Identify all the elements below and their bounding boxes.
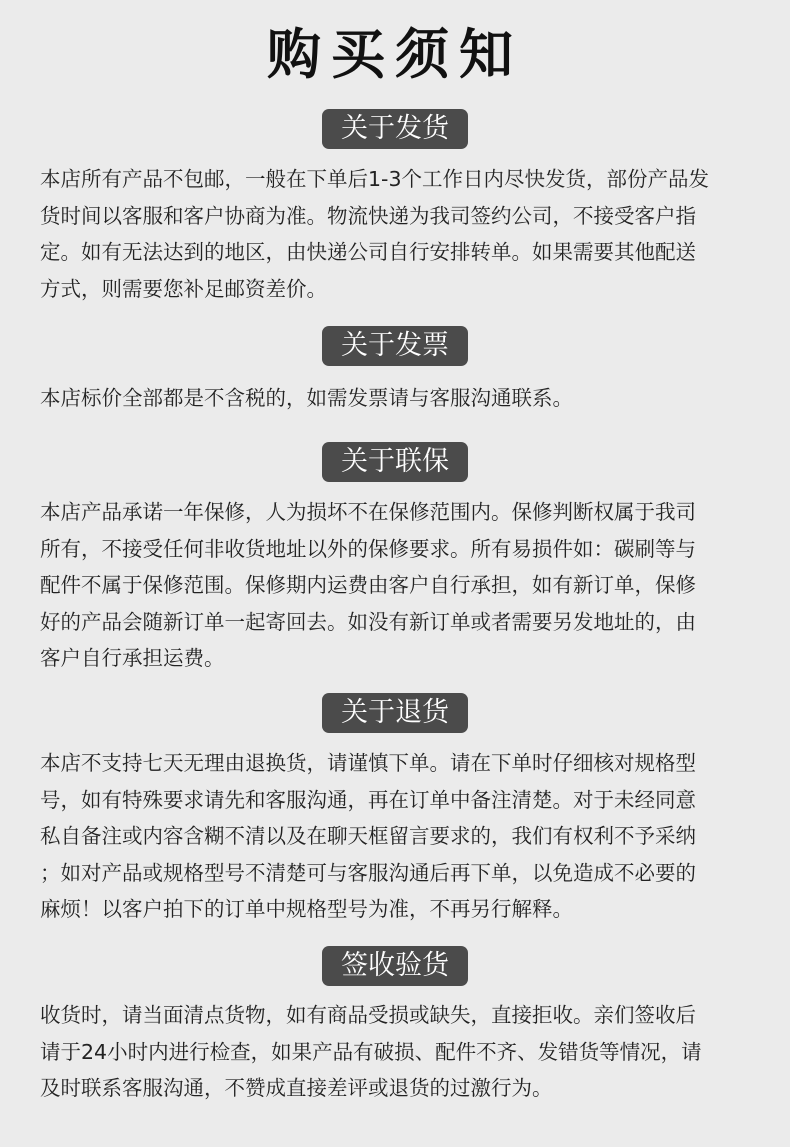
text-line: 本店产品承诺一年保修，人为损坏不在保修范围内。保修判断权属于我司 xyxy=(40,500,696,524)
section-heading-shipping: 关于发货 xyxy=(322,109,468,149)
section-body-inspection xyxy=(40,997,760,1107)
text-line: 所有，不接受任何非收货地址以外的保修要求。所有易损件如：碳刷等与 xyxy=(40,536,696,561)
text-line: ；如对产品或规格型号不清楚可与客服沟通后再下单，以免造成不必要的 xyxy=(40,860,696,885)
page-title: 购买须知 xyxy=(267,23,523,86)
text-line: 方式，则需要您补足邮资差价。 xyxy=(40,276,327,301)
text-line: 号，如有特殊要求请先和客服沟通，再在订单中备注清楚。对于未经同意 xyxy=(40,787,696,812)
section-heading-returns: 关于退货 xyxy=(322,693,468,733)
section-body-warranty xyxy=(40,494,760,677)
section-body-shipping xyxy=(40,161,760,307)
section-heading-warranty: 关于联保 xyxy=(322,442,468,482)
text-line: 客户自行承担运费。 xyxy=(40,646,225,670)
text-line: 配件不属于保修范围。保修期内运费由客户自行承担，如有新订单，保修 xyxy=(40,573,696,597)
text-line: 麻烦！以客户拍下的订单中规格型号为准，不再另行解释。 xyxy=(40,897,573,921)
text-line: 本店不支持七天无理由退换货，请谨慎下单。请在下单时仔细核对规格型 xyxy=(40,751,696,775)
text-line: 好的产品会随新订单一起寄回去。如没有新订单或者需要另发地址的，由 xyxy=(40,609,696,634)
text-line: 本店标价全部都是不含税的，如需发票请与客服沟通联系。 xyxy=(40,386,573,410)
text-line: 本店所有产品不包邮，一般在下单后1-3个工作日内尽快发货，部份产品发 xyxy=(40,167,709,191)
section-heading-invoice: 关于发票 xyxy=(322,326,468,366)
section-body-invoice xyxy=(40,380,760,417)
text-line: 私自备注或内容含糊不清以及在聊天框留言要求的，我们有权利不予采纳 xyxy=(40,824,696,848)
text-line: 请于24小时内进行检查，如果产品有破损、配件不齐、发错货等情况，请 xyxy=(40,1039,702,1064)
section-body-returns xyxy=(40,745,760,928)
section-heading-inspection: 签收验货 xyxy=(322,946,468,986)
text-line: 及时联系客服沟通，不赞成直接差评或退货的过激行为。 xyxy=(40,1076,553,1100)
text-line: 收货时，请当面清点货物，如有商品受损或缺失，直接拒收。亲们签收后 xyxy=(40,1003,696,1027)
text-line: 定。如有无法达到的地区，由快递公司自行安排转单。如果需要其他配送 xyxy=(40,240,696,264)
text-line: 货时间以客服和客户协商为准。物流快递为我司签约公司，不接受客户指 xyxy=(40,203,696,228)
